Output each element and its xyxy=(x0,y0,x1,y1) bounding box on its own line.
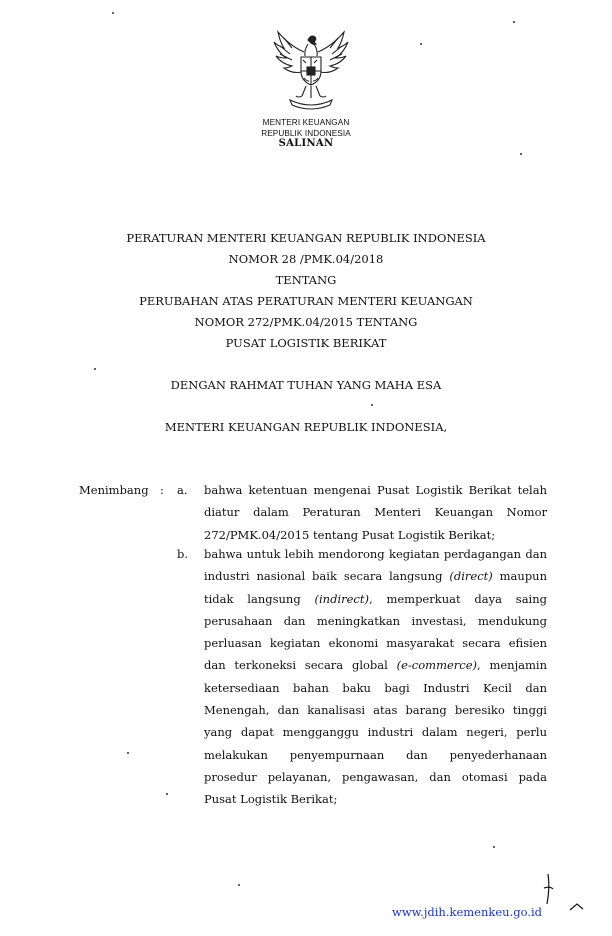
ministry-name-line1: MENTERI KEUANGAN xyxy=(262,118,350,127)
title-line-regulation: PERATURAN MENTERI KEUANGAN REPUBLIK INDONESIA xyxy=(126,231,486,245)
scan-speck xyxy=(371,404,373,406)
preamble-blessing: DENGAN RAHMAT TUHAN YANG MAHA ESA xyxy=(170,378,442,392)
considering-colon: : xyxy=(160,483,164,497)
scan-speck xyxy=(493,846,495,848)
item-b-line: melakukan penyempurnaan dan penyederhanaan xyxy=(204,747,547,762)
title-line-amendment: PERUBAHAN ATAS PERATURAN MENTERI KEUANGAN xyxy=(139,294,473,308)
scan-speck xyxy=(166,793,168,795)
scan-speck xyxy=(238,884,240,886)
scan-speck xyxy=(112,12,114,14)
preamble-issuer: MENTERI KEUANGAN REPUBLIK INDONESIA, xyxy=(164,420,448,434)
ministry-name-line2: REPUBLIK INDONESIA xyxy=(261,129,351,138)
title-line-reference: NOMOR 272/PMK.04/2015 TENTANG xyxy=(194,315,418,329)
item-b-line: industri nasional baik secara langsung (direct) maupun xyxy=(204,569,547,584)
item-b-line: Pusat Logistik Berikat; xyxy=(204,792,338,807)
item-b-line: ketersediaan bahan baku bagi Industri Kecil dan xyxy=(204,680,547,695)
scan-speck xyxy=(420,43,422,45)
item-a-text xyxy=(204,479,547,546)
title-line-subject: PUSAT LOGISTIK BERIKAT xyxy=(225,336,387,350)
scan-speck xyxy=(127,752,129,754)
title-line-about: TENTANG xyxy=(275,273,337,287)
garuda-emblem-icon xyxy=(270,30,352,110)
scan-speck xyxy=(94,368,96,370)
item-b-line: yang dapat mengganggu industri dalam negeri, perlu xyxy=(204,725,547,740)
item-a-line: bahwa ketentuan mengenai Pusat Logistik Berikat telah xyxy=(204,483,547,497)
jdih-website-link[interactable]: www.jdih.kemenkeu.go.id xyxy=(392,905,542,919)
item-a-line: diatur dalam Peraturan Menteri Keuangan Nomor xyxy=(204,505,547,520)
item-b-line: Menengah, dan kanalisasi atas barang beresiko tinggi xyxy=(204,703,547,718)
item-b-line: perluasan kegiatan ekonomi masyarakat secara efisien xyxy=(204,636,547,651)
item-b-letter: b. xyxy=(177,547,189,561)
considering-label: Menimbang xyxy=(79,483,149,497)
item-b-line: bahwa untuk lebih mendorong kegiatan perdagangan dan xyxy=(204,547,547,561)
item-b-line: prosedur pelayanan, pengawasan, dan otomasi pada xyxy=(204,769,547,784)
item-b-line: perusahaan dan meningkatkan investasi, mendukung xyxy=(204,613,547,628)
title-line-number: NOMOR 28 /PMK.04/2018 xyxy=(228,252,384,266)
item-b-text xyxy=(204,543,547,811)
item-a-letter: a. xyxy=(177,483,188,497)
item-b-line: tidak langsung (indirect), memperkuat daya saing xyxy=(204,591,547,606)
salinan-stamp: SALINAN xyxy=(278,138,334,149)
scan-speck xyxy=(520,153,522,155)
item-a-line: 272/PMK.04/2015 tentang Pusat Logistik Berikat; xyxy=(204,527,496,542)
item-b-line: dan terkoneksi secara global (e-commerce), menjamin xyxy=(204,658,547,673)
scan-speck xyxy=(513,21,515,23)
handwritten-initial-mark xyxy=(542,872,592,912)
